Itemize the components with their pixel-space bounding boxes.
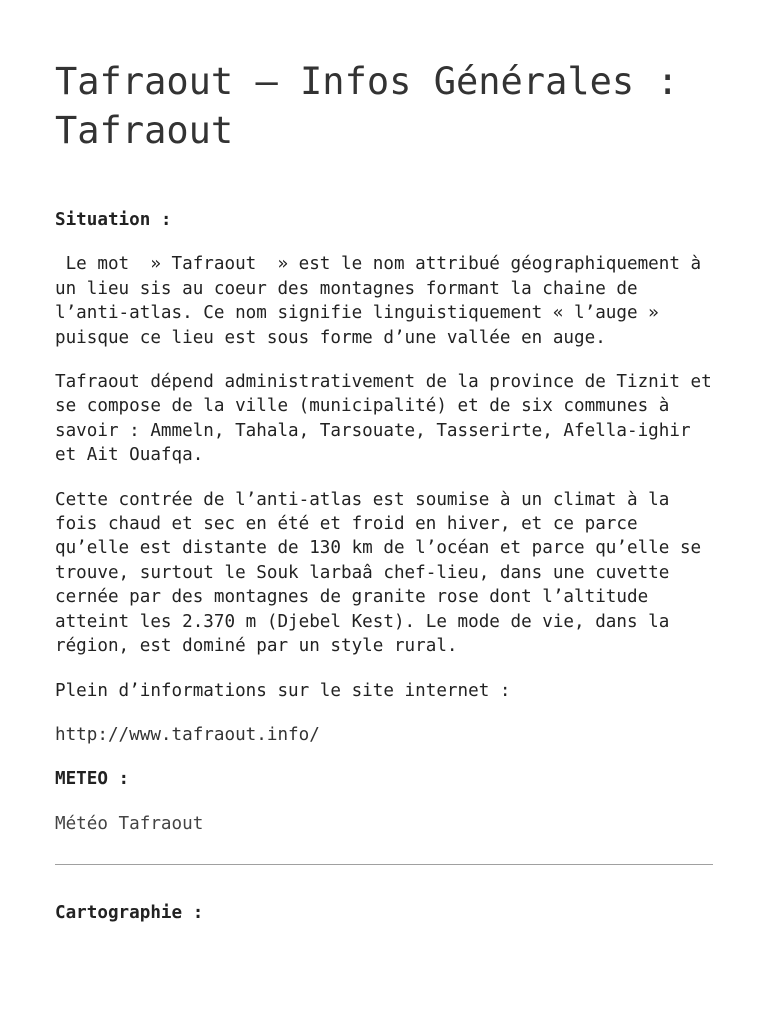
paragraph-administration: Tafraout dépend administrativement de la province de Tiznit et se compose de la ville (municipalité) et de six communes à savoir : Ammeln, Tahala, Tarsouate, Tasserirte, Afella-ighir et Ait Ouafqa.	[55, 372, 723, 466]
paragraph-name-meaning: Le mot » Tafraout » est le nom attribué géographiquement à un lieu sis au coeur des montagnes formant la chaine de l’anti-atlas. Ce nom signifie linguistiquement « l’auge » puisque ce lieu est sous forme d’une vallée en auge.	[55, 254, 712, 348]
info-website-link[interactable]: http://www.tafraout.info/	[55, 724, 320, 745]
meteo-heading: METEO :	[55, 769, 130, 790]
paragraph-climate: Cette contrée de l’anti-atlas est soumise à un climat à la fois chaud et sec en été et froid en hiver, et ce parce qu’elle est distante de 130 km de l’océan et parce qu’elle se trouve, surtout le Souk larbaâ chef-lieu, dans une cuvette cernée par des montagnes de granite rose dont l’altitude atteint les 2.370 m (Djebel Kest). Le mode de vie, dans la région, est dominé par un style rural.	[55, 489, 712, 657]
page-title: Tafraout – Infos Générales : Tafraout	[55, 60, 702, 152]
section-divider	[55, 864, 713, 865]
situation-heading: Situation :	[55, 210, 172, 230]
meteo-link[interactable]: Météo Tafraout	[55, 813, 204, 834]
cartographie-heading: Cartographie :	[55, 903, 204, 924]
info-text: Plein d’informations sur le site internet :	[55, 680, 511, 701]
